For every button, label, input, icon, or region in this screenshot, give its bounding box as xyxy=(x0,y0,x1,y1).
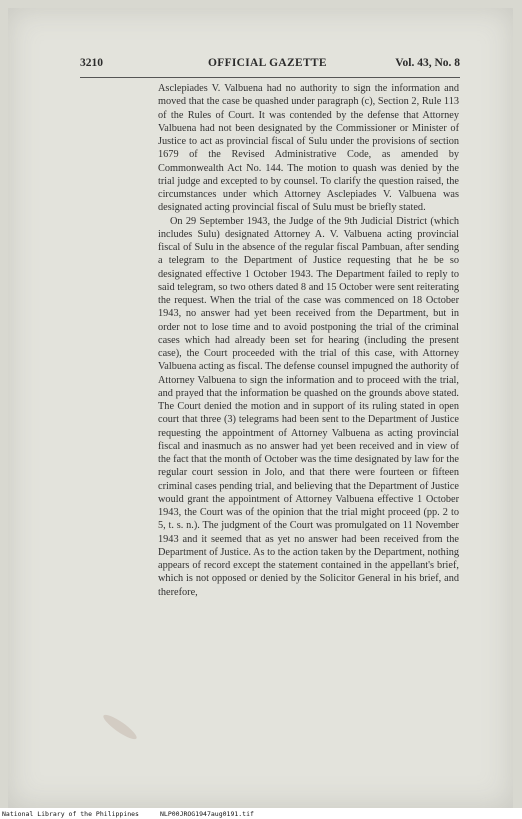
header-rule xyxy=(80,77,460,78)
library-credit: National Library of the Philippines xyxy=(2,810,139,818)
volume-number: Vol. 43, No. 8 xyxy=(395,57,460,69)
page-number: 3210 xyxy=(80,57,103,69)
scan-filename: NLP00JROG1947aug0191.tif xyxy=(160,810,254,818)
paragraph-continuation: Asclepiades V. Valbuena had no authority to sign the information and moved that the case be quashed under paragraph (c), Section 2, Rule 113 of the Rules of Court. It was contended by the defense that Attorney Valbuena had not been designated by the Commissioner or Minister of Justice to act as provincial fiscal of Sulu under the provisions of section 1679 of the Revised Administrative Code, as amended by Commonwealth Act No. 144. The motion to quash was denied by the trial judge and excepted to by counsel. To clarify the question raised, the circumstances under which Attorney Asclepiades V. Valbuena was designated acting provincial fiscal of Sulu must be briefly stated. xyxy=(158,83,459,214)
body-text xyxy=(158,82,459,599)
page-header xyxy=(80,57,460,73)
publication-title: OFFICIAL GAZETTE xyxy=(208,57,327,69)
paragraph: On 29 September 1943, the Judge of the 9th Judicial District (which includes Sulu) designated Attorney A. V. Valbuena acting provincial fiscal of Sulu in the absence of the regular fiscal Pambuan, after sending a telegram to the Department of Justice requesting that he be so designated effective 1 October 1943. The Department failed to reply to said telegram, so two others dated 8 and 15 October were sent reiterating the request. When the trial of the case was commenced on 18 October 1943, no answer had yet been received from the Department, but in order not to lose time and to avoid postponing the trial of the criminal cases which had already been set for hearing (including the present case), the Court proceeded with the trial of this case, with Attorney Valbuena acting as fiscal. The defense counsel impugned the authority of Attorney Valbuena to sign the information and to proceed with the trial, and prayed that the information be quashed on the grounds above stated. The Court denied the motion and in support of its ruling stated in open court that three (3) telegrams had been sent to the Department of Justice requesting the appointment of Attorney Valbuena as acting provincial fiscal and inasmuch as no answer had yet been received and in view of the fact that the month of October was the time designated by law for the regular court session in Jolo, and that there were fourteen or fifteen criminal cases pending trial, and believing that the Department of Justice would grant the appointment of Attorney Valbuena effective 1 October 1943, the Court was of the opinion that the trial might proceed (pp. 2 to 5, t. s. n.). The judgment of the Court was promulgated on 11 November 1943 and it seemed that as yet no answer had been received from the Department of Justice. As to the action taken by the Department, nothing appears of record except the statement contained in the appellant's brief, which is not opposed or denied by the Solicitor General in his brief, and therefore, xyxy=(158,215,459,598)
scan-footer xyxy=(0,809,522,819)
